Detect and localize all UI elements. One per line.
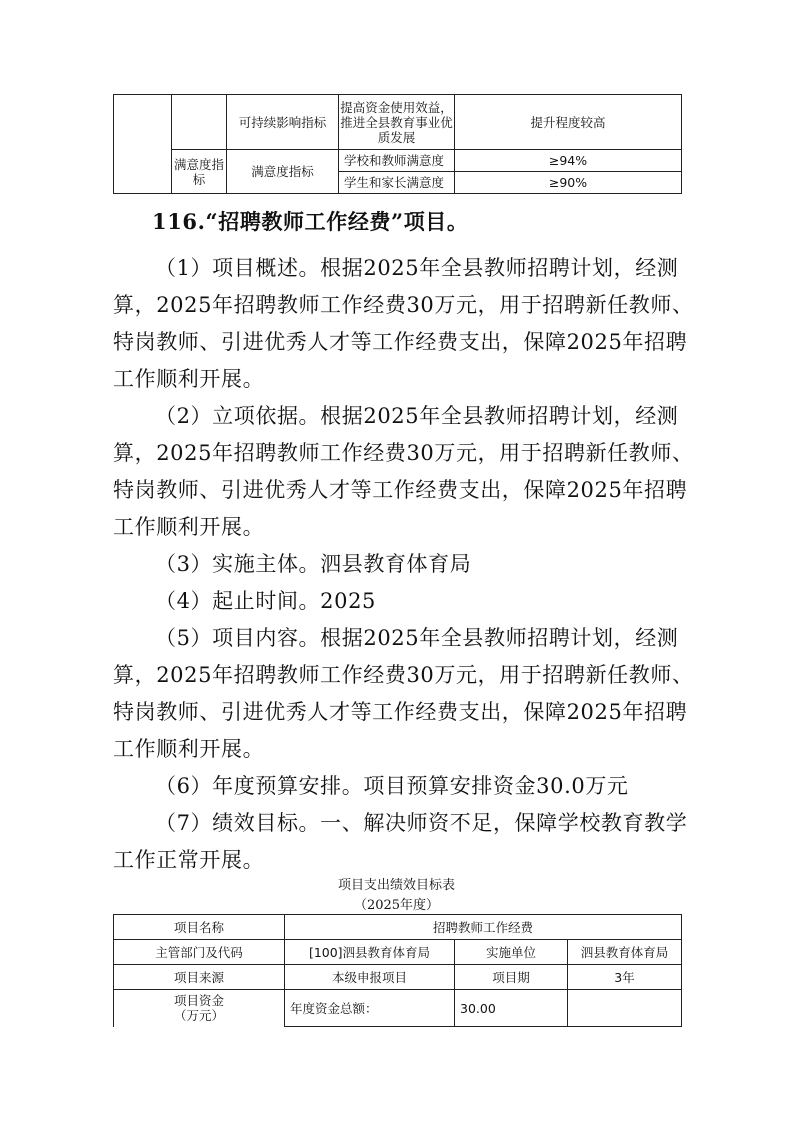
satisfaction-sub-label: 满意度指标 (227, 150, 339, 194)
indicator-item-school-teacher: 学校和教师满意度 (339, 150, 455, 172)
blank-group-cell (172, 95, 227, 150)
source-label: 项目来源 (114, 965, 285, 990)
indicator-item-student-parent: 学生和家长满意度 (339, 172, 455, 194)
paragraph-line: 算，2025年招聘教师工作经费30万元，用于招聘新任教师、 (113, 293, 694, 317)
impl-unit-value: 泗县教育体育局 (568, 940, 682, 965)
blank-category-cell (114, 95, 172, 194)
paragraph-line: 工作正常开展。 (113, 848, 265, 872)
funds-label (114, 990, 285, 1027)
impl-unit-label: 实施单位 (455, 940, 568, 965)
paragraph-line: 工作顺利开展。 (113, 515, 265, 539)
annual-total-value: 30.00 (455, 990, 568, 1027)
table-year: （2025年度） (353, 898, 440, 913)
indicator-value-student-parent: ≥90% (455, 172, 682, 194)
paragraph-line: 工作顺利开展。 (113, 737, 265, 761)
paragraph-line: （4）起止时间。2025 (155, 589, 377, 613)
paragraph-line: 工作顺利开展。 (113, 367, 265, 391)
paragraph-line: 算，2025年招聘教师工作经费30万元，用于招聘新任教师、 (113, 663, 694, 687)
paragraph-line: 特岗教师、引进优秀人才等工作经费支出，保障2025年招聘 (113, 478, 688, 502)
paragraph-line: （6）年度预算安排。项目预算安排资金30.0万元 (155, 774, 629, 798)
paragraph-line: 算，2025年招聘教师工作经费30万元，用于招聘新任教师、 (113, 441, 694, 465)
funds-label-line2: （万元） (173, 1008, 224, 1024)
paragraph-line: 特岗教师、引进优秀人才等工作经费支出，保障2025年招聘 (113, 330, 688, 354)
dept-label: 主管部门及代码 (114, 940, 285, 965)
annual-total-blank (568, 990, 682, 1027)
source-value: 本级申报项目 (285, 965, 455, 990)
indicator-item-efficiency: 提高资金使用效益，推进全县教育事业优质发展 (339, 95, 455, 150)
table-caption: 项目支出绩效目标表 (337, 878, 455, 893)
satisfaction-group-label: 满意度指标 (172, 150, 227, 194)
project-name-value: 招聘教师工作经费 (285, 915, 682, 940)
section-heading: 116.“招聘教师工作经费”项目。 (152, 209, 469, 234)
indicator-value-improvement: 提升程度较高 (455, 95, 682, 150)
paragraph-line: （5）项目内容。根据2025年全县教师招聘计划，经测 (155, 626, 679, 650)
annual-total-label: 年度资金总额： (285, 990, 455, 1027)
performance-indicator-table-continued (113, 94, 682, 194)
paragraph-line: （7）绩效目标。一、解决师资不足，保障学校教育教学 (155, 811, 688, 835)
project-name-label: 项目名称 (114, 915, 285, 940)
dept-value: [100]泗县教育体育局 (285, 940, 455, 965)
indicator-value-school-teacher: ≥94% (455, 150, 682, 172)
paragraph-line: （1）项目概述。根据2025年全县教师招聘计划，经测 (155, 256, 679, 280)
funds-label-line1: 项目资金 (173, 993, 224, 1009)
paragraph-line: 特岗教师、引进优秀人才等工作经费支出，保障2025年招聘 (113, 700, 688, 724)
period-value: 3年 (568, 965, 682, 990)
performance-target-table (113, 914, 682, 1027)
paragraph-line: （3）实施主体。泗县教育体育局 (155, 552, 472, 576)
period-label: 项目期 (455, 965, 568, 990)
paragraph-line: （2）立项依据。根据2025年全县教师招聘计划，经测 (155, 404, 679, 428)
sustainable-impact-label: 可持续影响指标 (227, 95, 339, 150)
